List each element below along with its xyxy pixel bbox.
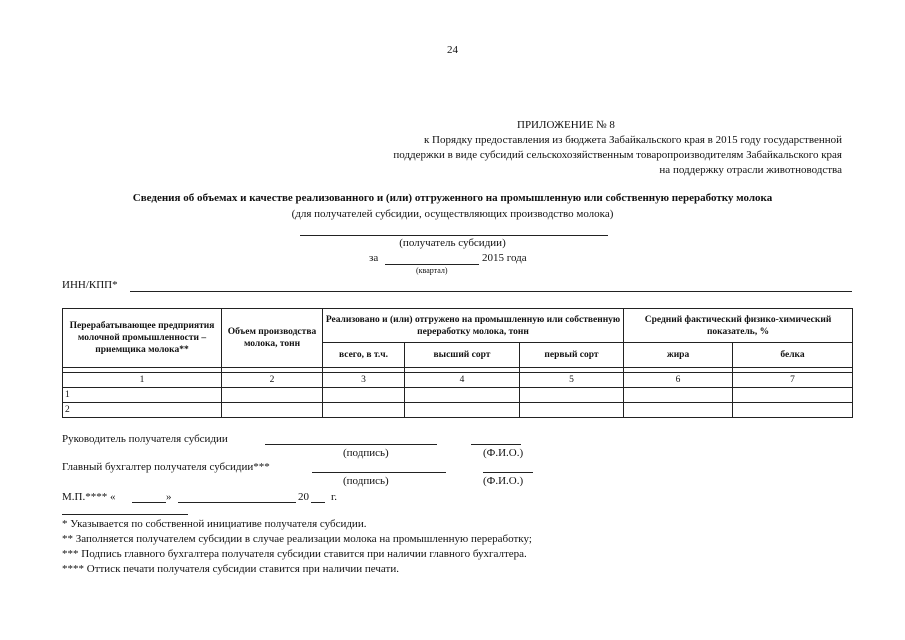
accountant-signature-caption: (подпись) (343, 475, 389, 487)
header-production-volume: Объем производства молока, тонн (222, 309, 323, 368)
recipient-blank-line (300, 235, 608, 236)
accountant-signature-label: Главный бухгалтер получателя субсидии*** (62, 461, 270, 473)
header-sold-group: Реализовано и (или) отгружено на промышленную или собственную переработку молока, тонн (323, 309, 624, 343)
column-number: 5 (520, 373, 624, 388)
appendix-line-2: поддержки в виде субсидий сельскохозяйственным товаропроизводителям Забайкальского края (393, 149, 842, 161)
period-suffix: 2015 года (482, 252, 527, 264)
header-fat: жира (624, 343, 733, 368)
table-row (63, 403, 853, 418)
column-number: 2 (222, 373, 323, 388)
period-prefix: за (369, 252, 379, 264)
table-cell[interactable] (323, 403, 405, 418)
milk-data-table (62, 308, 853, 418)
header-total: всего, в т.ч. (323, 343, 405, 368)
column-number: 6 (624, 373, 733, 388)
quarter-caption: (квартал) (416, 266, 448, 275)
header-protein: белка (733, 343, 853, 368)
header-processor: Перерабатывающее предприятия молочной промышленности – приемщика молока** (63, 309, 222, 368)
stamp-label: М.П.**** « (62, 491, 116, 503)
stamp-quote-close: » (166, 491, 172, 503)
header-physchem-group: Средний фактический физико-химический показатель, % (624, 309, 853, 343)
row-number: 2 (63, 403, 222, 418)
column-number: 1 (63, 373, 222, 388)
head-signature-caption: (подпись) (343, 447, 389, 459)
table-cell[interactable] (624, 388, 733, 403)
document-subtitle: (для получателей субсидии, осуществляющих производство молока) (291, 208, 614, 220)
head-name-caption: (Ф.И.О.) (483, 447, 524, 459)
stamp-month-line (178, 502, 296, 503)
table-cell[interactable] (733, 388, 853, 403)
appendix-line-1: к Порядку предоставления из бюджета Забайкальского края в 2015 году государственной (423, 134, 842, 146)
table-cell[interactable] (733, 403, 853, 418)
table-cell[interactable] (222, 388, 323, 403)
column-number: 7 (733, 373, 853, 388)
column-number: 3 (323, 373, 405, 388)
recipient-caption: (получатель субсидии) (399, 237, 506, 249)
appendix-line-3: на поддержку отрасли животноводства (659, 164, 842, 176)
inn-kpp-blank-line (130, 291, 852, 292)
accountant-name-line (483, 472, 533, 473)
footnote-1: * Указывается по собственной инициативе получателя субсидии. (62, 518, 367, 530)
accountant-name-caption: (Ф.И.О.) (483, 475, 524, 487)
header-highest-grade: высший сорт (405, 343, 520, 368)
table-row (63, 388, 853, 403)
inn-kpp-label: ИНН/КПП* (62, 279, 118, 291)
table-cell[interactable] (520, 403, 624, 418)
head-name-line (471, 444, 521, 445)
header-first-grade: первый сорт (520, 343, 624, 368)
quarter-blank-line (385, 264, 479, 265)
table-cell[interactable] (323, 388, 405, 403)
stamp-year: 20 (298, 491, 309, 503)
stamp-year-suffix: г. (331, 491, 338, 503)
stamp-year-line (311, 502, 325, 503)
document-title: Сведения об объемах и качестве реализованного и (или) отгруженного на промышленную или собственную переработку молока (132, 192, 773, 204)
footnote-2: ** Заполняется получателем субсидии в случае реализации молока на промышленную переработку; (62, 533, 532, 545)
accountant-signature-line (312, 472, 446, 473)
column-number: 4 (405, 373, 520, 388)
table-cell[interactable] (405, 388, 520, 403)
footnote-3: *** Подпись главного бухгалтера получателя субсидии ставится при наличии главного бухгалтера. (62, 548, 527, 560)
footnote-separator (62, 514, 188, 515)
appendix-number: ПРИЛОЖЕНИЕ № 8 (517, 119, 615, 131)
head-signature-line (265, 444, 437, 445)
head-signature-label: Руководитель получателя субсидии (62, 433, 228, 445)
row-number: 1 (63, 388, 222, 403)
table-cell[interactable] (222, 403, 323, 418)
stamp-day-line (132, 502, 166, 503)
table-cell[interactable] (624, 403, 733, 418)
table-cell[interactable] (405, 403, 520, 418)
page-number: 24 (447, 44, 458, 56)
footnote-4: **** Оттиск печати получателя субсидии ставится при наличии печати. (62, 563, 399, 575)
table-cell[interactable] (520, 388, 624, 403)
